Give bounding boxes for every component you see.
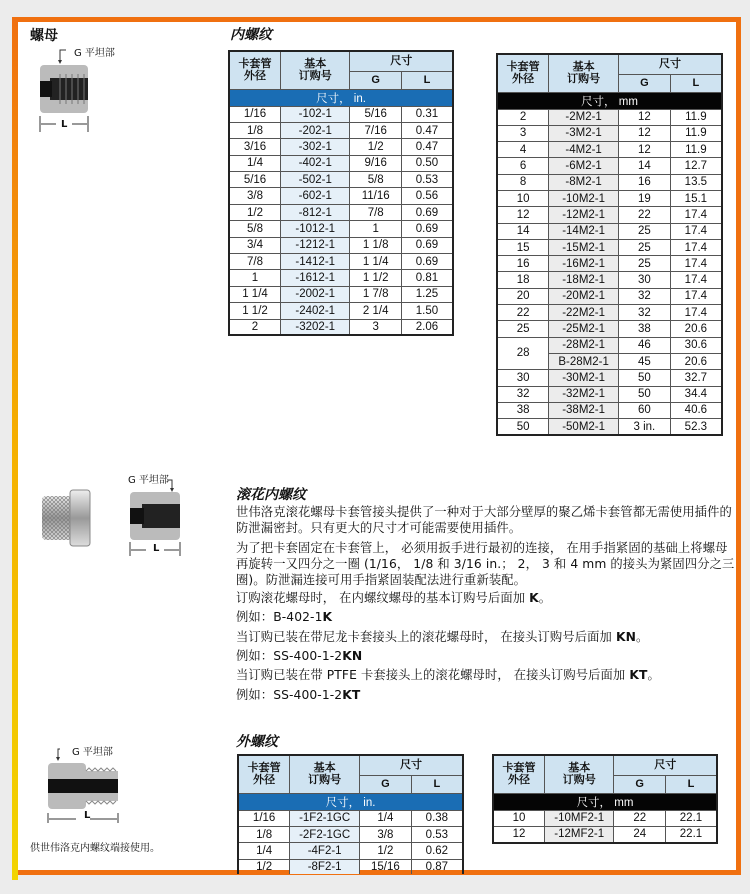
cell-tube-od: 12 [493,826,545,842]
line-text: 订购滚花螺母时， 在内螺纹螺母的基本订购号后面加 [236,591,530,605]
cell-part-number: -3M2-1 [549,125,619,141]
cell-g: 19 [619,190,671,206]
cell-g: 1 [350,221,402,237]
cell-l: 20.6 [670,321,722,337]
cell-g: 25 [619,256,671,272]
male-mm-table [492,754,718,844]
cell-part-number: -20M2-1 [549,288,619,304]
cell-g: 3 [350,319,402,335]
cell-g: 1 7/8 [350,286,402,302]
cell-tube-od: 1 1/4 [229,286,281,302]
cell-g: 50 [619,370,671,386]
cell-l: 32.7 [670,370,722,386]
header-tube-od [497,54,549,92]
cell-g: 1/4 [360,810,412,826]
line-text: 当订购已装在带 PTFE 卡套接头上的滚花螺母时， 在接头订购号后面加 [236,668,630,683]
cell-g: 45 [619,353,671,369]
cell-tube-od: 10 [493,810,545,826]
cell-tube-od: 5/16 [229,172,281,188]
cell-part-number: -10M2-1 [549,190,619,206]
cell-part-number: -18M2-1 [549,272,619,288]
cell-part-number: -28M2-1 [549,337,619,353]
line-tail: 。 [647,668,660,683]
table-row [497,109,722,125]
cell-part-number: -12MF2-1 [545,826,614,842]
length-label: L [61,119,68,130]
header-tube-od-2: 外径 [512,73,535,86]
header-dimensions: 尺寸 [619,54,723,74]
knurled-paragraph-2: 为了把卡套固定在卡套管上， 必须用扳手进行最初的连接， 在用手指紧固的基础上将螺母再旋转一又四分之一圈 (1/16， 1/8 和 3/16 in.； 2， 3 和 4 mm 的接头为紧固四分之三圈)。防泄漏连接可用手指紧固装配法进行重新装配。 [236,541,735,587]
male-thread-title: 外螺纹 [236,734,278,750]
cell-tube-od: 8 [497,174,549,190]
flat-label-knurled: G 平坦部 [128,475,169,486]
cell-part-number: -12M2-1 [549,207,619,223]
table-row [497,125,722,141]
cell-g: 16 [619,174,671,190]
cell-g: 12 [619,142,671,158]
cell-g: 5/16 [350,106,402,122]
cell-g: 30 [619,272,671,288]
cell-tube-od: 1/2 [238,859,290,874]
cell-part-number: -202-1 [281,122,350,138]
cell-part-number: -402-1 [281,155,350,171]
cell-tube-od: 5/8 [229,221,281,237]
line-tail: 。 [635,629,649,644]
table-row [238,826,463,842]
unit-band: 尺寸， in. [238,793,463,810]
male-note: 供世伟洛克内螺纹端接使用。 [30,843,160,854]
female-thread-title: 内螺纹 [230,27,272,43]
length-label-knurled: L [153,543,160,554]
knurled-paragraph-1: 世伟洛克滚花螺母卡套管接头提供了一种对于大部分壁厚的聚乙烯卡套管都无需使用插件的防泄漏密封。只有更大的尺寸才可能需要使用插件。 [236,505,732,535]
knurled-line [236,629,736,645]
cell-g: 1/2 [350,139,402,155]
cell-part-number: -30M2-1 [549,370,619,386]
cell-part-number: -3202-1 [281,319,350,335]
cell-part-number: -1012-1 [281,221,350,237]
cell-g: 12 [619,109,671,125]
cell-l: 17.4 [670,288,722,304]
cell-g: 2 1/4 [350,303,402,319]
section-title: 螺母 [30,28,58,44]
table-row [229,122,453,138]
table-row [229,172,453,188]
table-row [229,155,453,171]
cell-l: 0.31 [401,106,453,122]
unit-band: 尺寸， in. [229,89,453,106]
line-text: 例如：SS-400-1-2 [236,648,343,663]
cell-l: 22.1 [665,810,717,826]
line-suffix-code: KN [615,629,636,644]
table-row [493,826,717,842]
cell-g: 25 [619,239,671,255]
cell-g: 38 [619,321,671,337]
table-row [497,370,722,386]
cell-g: 22 [614,810,666,826]
cell-tube-od: 50 [497,419,549,435]
header-pn-2: 订购号 [298,70,332,83]
cell-part-number: -2002-1 [281,286,350,302]
line-text: 当订购已装在带尼龙卡套接头上的滚花螺母时， 在接头订购号后面加 [236,629,616,644]
cell-tube-od: 6 [497,158,549,174]
unit-band: 尺寸， mm [497,92,722,109]
header-pn-1: 基本 [304,58,327,71]
cell-l: 2.06 [401,319,453,335]
flat-label: G 平坦部 [74,48,115,59]
cell-l: 17.4 [670,223,722,239]
cell-g: 1 1/4 [350,254,402,270]
header-pn-1: 基本 [313,762,336,775]
table-row [497,321,722,337]
header-dimensions: 尺寸 [350,51,453,71]
header-part-number [549,54,619,92]
table-row [229,188,453,204]
cell-l: 17.4 [670,272,722,288]
cell-g: 12 [619,125,671,141]
cell-tube-od: 22 [497,305,549,321]
line-suffix-code: K [322,610,333,625]
cell-tube-od: 1/4 [229,155,281,171]
cell-l: 0.47 [401,139,453,155]
cell-tube-od: 7/8 [229,254,281,270]
header-dimensions: 尺寸 [614,755,717,775]
knurled-nut-photo-icon [40,488,92,548]
cell-g: 60 [619,402,671,418]
cell-l: 30.6 [670,337,722,353]
header-tube-od-1: 卡套管 [247,762,281,775]
cell-l: 12.7 [670,158,722,174]
table-row [497,419,722,435]
table-row [497,337,722,353]
table-row [497,223,722,239]
cell-part-number: -102-1 [281,106,350,122]
line-suffix-code: KN [342,648,363,663]
table-row [497,207,722,223]
cell-tube-od: 1 1/2 [229,303,281,319]
header-l: L [401,71,453,89]
header-g: G [350,71,402,89]
cell-l: 17.4 [670,207,722,223]
cell-g: 14 [619,158,671,174]
cell-part-number: -302-1 [281,139,350,155]
header-g: G [360,775,412,793]
cell-g: 25 [619,223,671,239]
cell-tube-od: 18 [497,272,549,288]
length-label-male: L [84,810,91,821]
header-l: L [665,775,717,793]
header-tube-od [229,51,281,89]
line-suffix-code: KT [629,668,648,683]
cell-tube-od: 1/16 [238,810,290,826]
table-row [238,810,463,826]
line-suffix-code: K [529,591,539,605]
cell-l: 1.25 [401,286,453,302]
cell-g: 24 [614,826,666,842]
cell-tube-od: 16 [497,256,549,272]
cell-l: 0.56 [401,188,453,204]
cell-tube-od: 3/8 [229,188,281,204]
cell-l: 0.38 [411,810,463,826]
cell-l: 0.69 [401,204,453,220]
cell-tube-od: 3/16 [229,139,281,155]
cell-tube-od: 1/8 [229,122,281,138]
cell-l: 17.4 [670,305,722,321]
table-row [497,288,722,304]
header-tube-od-1: 卡套管 [502,762,536,775]
table-row [229,270,453,286]
table-row [497,142,722,158]
cell-part-number: -2402-1 [281,303,350,319]
cell-g: 22 [619,207,671,223]
header-part-number [545,755,614,793]
header-g: G [619,74,671,92]
unit-band: 尺寸， mm [493,793,717,810]
cell-l: 52.3 [670,419,722,435]
cell-l: 40.6 [670,402,722,418]
table-row [238,859,463,874]
male-inch-table [237,754,464,874]
cell-part-number: -14M2-1 [549,223,619,239]
cell-tube-od: 1 [229,270,281,286]
cell-tube-od: 1/4 [238,843,290,859]
cell-l: 13.5 [670,174,722,190]
cell-part-number: -1412-1 [281,254,350,270]
cell-g: 3/8 [360,826,412,842]
cell-l: 34.4 [670,386,722,402]
knurled-line [236,667,736,683]
knurled-line [236,648,736,664]
cell-part-number: -16M2-1 [549,256,619,272]
table-row [229,237,453,253]
knurled-line [236,687,736,703]
cell-l: 11.9 [670,142,722,158]
cell-l: 17.4 [670,256,722,272]
table-row [229,204,453,220]
header-pn-2: 订购号 [567,73,601,86]
table-row [229,254,453,270]
cell-l: 0.62 [411,843,463,859]
header-part-number [281,51,350,89]
table-row [238,843,463,859]
cell-tube-od: 38 [497,402,549,418]
cell-part-number: -50M2-1 [549,419,619,435]
header-tube-od-1: 卡套管 [238,58,272,71]
header-l: L [411,775,463,793]
cell-g: 11/16 [350,188,402,204]
cell-tube-od: 14 [497,223,549,239]
table-row [497,190,722,206]
cell-part-number: -1612-1 [281,270,350,286]
cell-part-number: -2M2-1 [549,109,619,125]
cell-part-number: -8F2-1 [290,859,360,874]
header-pn-1: 基本 [572,61,595,74]
cell-l: 0.69 [401,237,453,253]
header-tube-od [493,755,545,793]
header-l: L [670,74,722,92]
cell-l: 15.1 [670,190,722,206]
cell-tube-od: 4 [497,142,549,158]
cell-tube-od: 1/16 [229,106,281,122]
female-nut-drawing-icon [38,48,98,134]
table-row [229,319,453,335]
flat-label-male: G 平坦部 [72,747,113,758]
cell-tube-od: 2 [229,319,281,335]
table-row [229,286,453,302]
cell-l: 0.81 [401,270,453,286]
cell-part-number: -4F2-1 [290,843,360,859]
cell-g: 7/16 [350,122,402,138]
cell-tube-od: 2 [497,109,549,125]
cell-part-number: -812-1 [281,204,350,220]
cell-part-number: -6M2-1 [549,158,619,174]
cell-part-number: -1212-1 [281,237,350,253]
header-tube-od-2: 外径 [244,70,266,83]
cell-g: 9/16 [350,155,402,171]
cell-l: 1.50 [401,303,453,319]
cell-g: 1 1/8 [350,237,402,253]
cell-tube-od: 20 [497,288,549,304]
cell-l: 20.6 [670,353,722,369]
cell-l: 0.53 [401,172,453,188]
table-row [497,386,722,402]
cell-tube-od: 12 [497,207,549,223]
table-row [497,402,722,418]
cell-l: 11.9 [670,125,722,141]
header-pn-1: 基本 [568,762,591,775]
cell-g: 15/16 [360,859,412,874]
cell-l: 0.47 [401,122,453,138]
cell-g: 3 in. [619,419,671,435]
cell-tube-od: 10 [497,190,549,206]
knurled-line [236,609,736,625]
cell-l: 17.4 [670,239,722,255]
cell-l: 0.87 [411,859,463,874]
table-row [497,239,722,255]
cell-part-number: -25M2-1 [549,321,619,337]
cell-g: 32 [619,305,671,321]
cell-l: 0.69 [401,254,453,270]
table-row [229,139,453,155]
cell-g: 1/2 [360,843,412,859]
male-inch-table-clip [237,754,467,874]
cell-part-number: B-28M2-1 [549,353,619,369]
cell-l: 22.1 [665,826,717,842]
header-tube-od-1: 卡套管 [506,61,540,74]
table-row [497,256,722,272]
cell-tube-od: 25 [497,321,549,337]
table-row [497,305,722,321]
cell-l: 0.50 [401,155,453,171]
cell-g: 7/8 [350,204,402,220]
table-row [229,303,453,319]
cell-g: 1 1/2 [350,270,402,286]
knurled-title: 滚花内螺纹 [236,487,306,503]
cell-g: 50 [619,386,671,402]
cell-part-number: -1F2-1GC [290,810,360,826]
header-tube-od-2: 外径 [253,774,276,787]
female-mm-table [496,53,723,436]
table-row [229,221,453,237]
cell-part-number: -38M2-1 [549,402,619,418]
cell-part-number: -8M2-1 [549,174,619,190]
header-pn-2: 订购号 [562,774,596,787]
cell-tube-od: 15 [497,239,549,255]
cell-tube-od: 3 [497,125,549,141]
line-text: 例如：SS-400-1-2 [236,687,343,702]
cell-g: 32 [619,288,671,304]
line-tail: 。 [538,591,552,605]
cell-tube-od: 30 [497,370,549,386]
cell-part-number: -15M2-1 [549,239,619,255]
cell-l: 0.69 [401,221,453,237]
cell-part-number: -502-1 [281,172,350,188]
knurled-line [236,590,736,606]
cell-part-number: -32M2-1 [549,386,619,402]
header-pn-2: 订购号 [308,774,342,787]
cell-g: 46 [619,337,671,353]
table-row [493,810,717,826]
table-row [497,272,722,288]
female-inch-table [228,50,454,336]
header-tube-od [238,755,290,793]
header-g: G [614,775,666,793]
cell-l: 11.9 [670,109,722,125]
line-suffix-code: KT [342,687,361,702]
cell-tube-od: 32 [497,386,549,402]
cell-part-number: -22M2-1 [549,305,619,321]
cell-tube-od: 28 [497,337,549,370]
table-row [229,106,453,122]
cell-part-number: -4M2-1 [549,142,619,158]
header-dimensions: 尺寸 [360,755,464,775]
header-tube-od-2: 外径 [508,774,530,787]
cell-part-number: -10MF2-1 [545,810,614,826]
cell-part-number: -2F2-1GC [290,826,360,842]
cell-g: 5/8 [350,172,402,188]
header-part-number [290,755,360,793]
cell-tube-od: 1/2 [229,204,281,220]
cell-l: 0.53 [411,826,463,842]
cell-tube-od: 1/8 [238,826,290,842]
cell-tube-od: 3/4 [229,237,281,253]
table-row [497,158,722,174]
table-row [497,174,722,190]
cell-part-number: -602-1 [281,188,350,204]
line-text: 例如：B-402-1 [236,610,323,625]
